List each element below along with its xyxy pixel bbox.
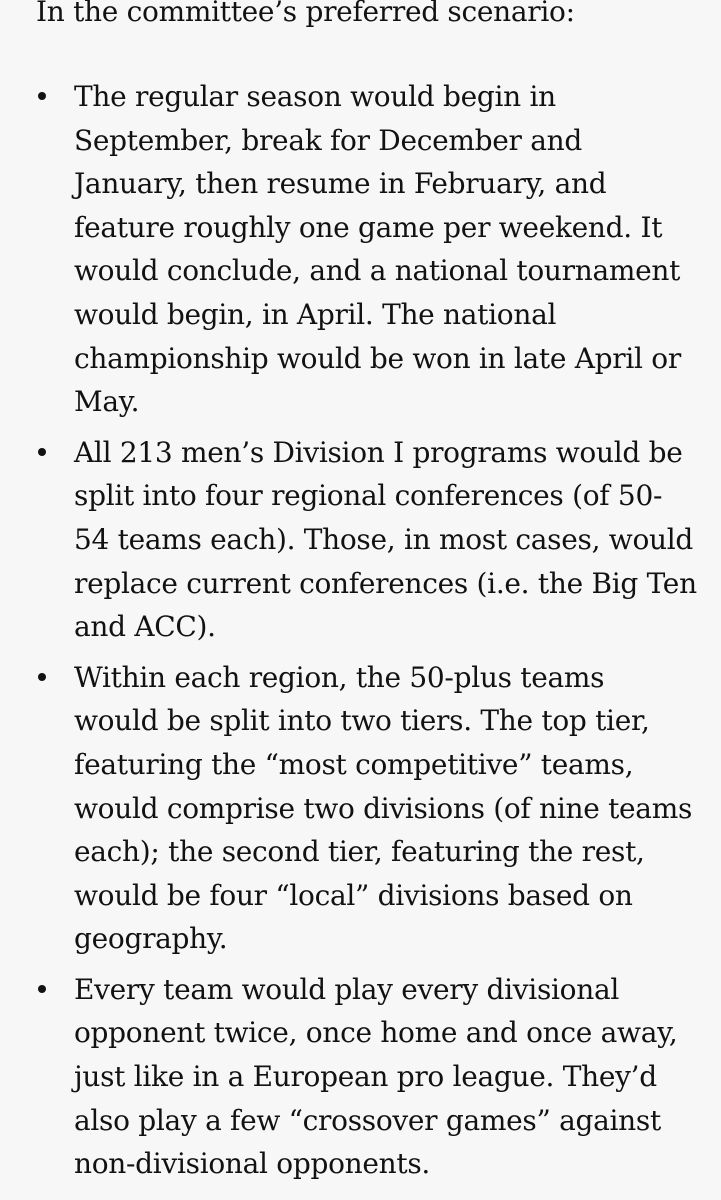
- bullet-text: All 213 men’s Division I programs would be split into four regional conferences (of 50-54 teams each). Those, in most cases, would replace current conferences (i.e. the Big Ten and ACC).: [74, 435, 697, 644]
- bullet-text: The regular season would begin in September, break for December and January, then resume in February, and feature roughly one game per weekend. It would conclude, and a national tournament would begin, in April. The national championship would be won in late April or May.: [74, 80, 681, 419]
- bullet-text: Within each region, the 50-plus teams would be split into two tiers. The top tier, featuring the “most competitive” teams, would comprise two divisions (of nine teams each); the second tier, featuring the rest, would be four “local” divisions based on geography.: [74, 660, 693, 956]
- bullet-text: Every team would play every divisional opponent twice, once home and once away, just like in a European pro league. They’d also play a few “crossover games” against non-divisional opponents.: [74, 972, 678, 1181]
- bullet-dot-icon: [38, 448, 46, 456]
- bullet-item-2: [36, 431, 697, 649]
- bullet-item-4: [36, 968, 697, 1186]
- bullet-item-3: [36, 656, 697, 961]
- bullet-dot-icon: [38, 673, 46, 681]
- bullet-list: [36, 75, 697, 1193]
- intro-text: In the committee’s preferred scenario:: [36, 0, 575, 28]
- bullet-dot-icon: [38, 985, 46, 993]
- bullet-dot-icon: [38, 92, 46, 100]
- bullet-item-1: [36, 75, 697, 424]
